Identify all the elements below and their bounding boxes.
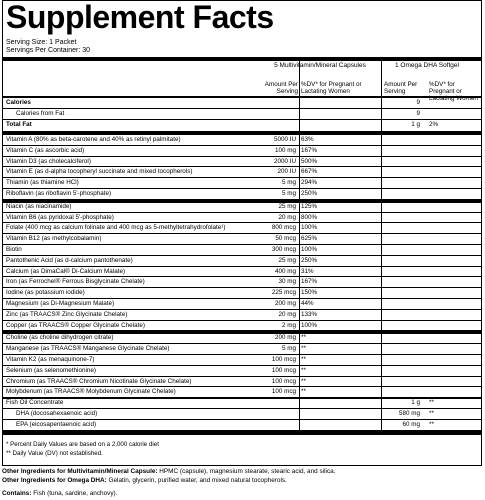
multivitamin-dv: 667% [301, 168, 318, 176]
multivitamin-dv: 133% [301, 310, 318, 318]
nutrient-row [3, 267, 481, 277]
multivitamin-dv: ** [301, 356, 306, 363]
col2-heading: 1 Omega DHA Softgel [395, 62, 459, 69]
other-dha-text: Gelatin, glycerin, purified water, and mixed natural tocopherols. [106, 477, 287, 484]
nutrient-row [3, 420, 481, 430]
nutrient-row [3, 189, 481, 199]
multivitamin-dv: 100% [301, 246, 318, 253]
multivitamin-dv: ** [301, 345, 306, 353]
multivitamin-amount: 200 mg [274, 334, 296, 342]
dha-amount: 1 g [411, 399, 420, 407]
nutrient-row [3, 234, 481, 244]
dha-dv: ** [429, 420, 434, 428]
multivitamin-dv: 100% [301, 224, 318, 232]
multivitamin-amount: 5000 IU [273, 136, 296, 143]
multivitamin-dv: ** [301, 388, 306, 396]
nutrient-row [3, 299, 481, 309]
nutrient-row [3, 377, 481, 387]
other-ingredients-multivitamin [2, 468, 482, 476]
total-fat-label: Total Fat [6, 121, 32, 128]
other-mv-text: HPMC (capsule), magnesium stearate, stearic acid, and silica. [157, 468, 336, 475]
multivitamin-amount: 100 mcg [271, 356, 296, 363]
nutrient-row [3, 223, 481, 233]
nutrient-row [3, 321, 481, 331]
nutrient-row [3, 157, 481, 167]
nutrient-name: EPA (eicosapentaenoic acid) [16, 420, 97, 428]
dha-dv: ** [429, 410, 434, 417]
multivitamin-amount: 5 mg [282, 190, 296, 197]
multivitamin-amount: 200 mg [274, 300, 296, 307]
supplement-facts-panel [2, 0, 482, 466]
multivitamin-amount: 30 mg [278, 278, 296, 286]
multivitamin-dv: 31% [301, 267, 314, 275]
contains-label: Contains: [2, 490, 32, 497]
multivitamin-dv: 63% [301, 136, 314, 143]
multivitamin-dv: 250% [301, 190, 318, 197]
multivitamin-dv: 167% [301, 278, 318, 286]
multivitamin-dv: 100% [301, 321, 318, 329]
other-mv-label: Other Ingredients for Multivitamin/Mineral Capsule: [2, 468, 158, 475]
multivitamin-amount: 2000 IU [273, 157, 296, 165]
serving-size: Serving Size: 1 Packet [6, 39, 77, 46]
multivitamin-dv: ** [301, 377, 306, 385]
calories-amount: 9 [416, 99, 420, 106]
multivitamin-amount: 100 mg [274, 146, 296, 154]
multivitamin-amount: 100 mcg [271, 388, 296, 396]
nutrient-name: Vitamin D3 (as cholecalciferol) [6, 157, 91, 165]
nutrient-row [3, 288, 481, 298]
nutrient-row [3, 398, 481, 408]
nutrient-name: Vitamin B12 (as methylcobalamin) [6, 235, 102, 243]
multivitamin-dv: 44% [301, 300, 314, 307]
multivitamin-amount: 100 mcg [271, 366, 296, 374]
multivitamin-dv: ** [301, 334, 306, 342]
nutrient-name: Molybdenum (as TRAACS® Molybdenum Glycinate Chelate) [6, 388, 176, 396]
nutrient-row [3, 213, 481, 223]
multivitamin-amount: 50 mcg [275, 235, 296, 243]
multivitamin-amount: 25 mg [278, 202, 296, 210]
nutrient-row [3, 344, 481, 354]
multivitamin-amount: 5 mg [282, 345, 296, 353]
multivitamin-dv: 167% [301, 146, 318, 154]
multivitamin-amount: 800 mcg [271, 224, 296, 232]
nutrient-name: Selenium (as selenomethionine) [6, 366, 96, 374]
multivitamin-amount: 20 mg [278, 310, 296, 318]
nutrient-name: Calcium (as DimaCal® Di-Calcium Malate) [6, 267, 126, 275]
nutrient-row [3, 366, 481, 376]
nutrient-name: Thiamin (as thiamine HCl) [6, 179, 79, 187]
multivitamin-dv: ** [301, 366, 306, 374]
nutrient-name: Vitamin B6 (as pyridoxal 5'-phosphate) [6, 213, 114, 221]
nutrient-row [3, 333, 481, 343]
nutrient-row [3, 135, 481, 145]
nutrient-row [3, 178, 481, 188]
total-fat-dv: 2% [429, 121, 439, 128]
col1-heading: 5 Multivitamin/Mineral Capsules [274, 62, 366, 69]
multivitamin-dv: 125% [301, 202, 318, 210]
calories-row [3, 98, 481, 108]
calories-fat-row [3, 109, 481, 119]
multivitamin-amount: 300 mcg [271, 246, 296, 253]
nutrient-name: Choline (as choline dihydrogen citrate) [6, 334, 114, 342]
multivitamin-amount: 5 mg [282, 179, 296, 187]
multivitamin-dv: 150% [301, 289, 318, 297]
nutrient-name: DHA (docosahexaenoic acid) [16, 410, 98, 417]
nutrient-row [3, 167, 481, 177]
total-fat-row [3, 120, 481, 130]
contains-text: Fish (tuna, sardine, anchovy). [31, 490, 118, 497]
servings-per-container: Servings Per Container: 30 [6, 47, 91, 54]
thick-rule [3, 431, 481, 435]
nutrient-name: Iodine (as potassium iodide) [6, 289, 85, 297]
nutrient-row [3, 245, 481, 255]
calories-fat-amount: 9 [416, 110, 420, 117]
thick-rule [3, 57, 481, 61]
nutrient-name: Vitamin A (80% as beta-carotene and 40% as retinyl palmitate) [6, 136, 181, 143]
nutrient-name: Zinc (as TRAACS® Zinc Glycinate Chelate) [6, 310, 128, 318]
calories-label: Calories [6, 99, 31, 106]
multivitamin-dv: 294% [301, 179, 318, 187]
calories-fat-label: Calories from Fat [16, 110, 65, 117]
multivitamin-amount: 400 mg [274, 267, 296, 275]
nutrient-name: Fish Oil Concentrate [6, 399, 64, 407]
nutrient-name: Iron (as Ferrochel® Ferrous Bisglycinate Chelate) [6, 278, 145, 286]
nutrient-name: Niacin (as niacinamide) [6, 202, 72, 210]
contains-statement [2, 490, 482, 498]
footnote-dv-not-established: ** Daily Value (DV) not established. [6, 450, 103, 457]
nutrient-name: Magnesium (as Di-Magnesium Malate) [6, 300, 115, 307]
multivitamin-amount: 200 IU [277, 168, 296, 176]
multivitamin-dv: 800% [301, 213, 318, 221]
column-separator [299, 59, 300, 431]
nutrient-name: Copper (as TRAACS® Copper Glycinate Chelate) [6, 321, 145, 329]
multivitamin-amount: 225 mcg [271, 289, 296, 297]
multivitamin-dv: 250% [301, 256, 318, 264]
col2-dv-heading: %DV* for Pregnant or Lactating Women [429, 81, 478, 102]
multivitamin-dv: 500% [301, 157, 318, 165]
col1-dv-heading: %DV* for Pregnant or Lactating Women [301, 81, 362, 95]
col2-amount-heading: Amount Per Serving [384, 81, 418, 95]
column-separator [381, 59, 382, 431]
dha-amount: 580 mg [398, 410, 420, 417]
multivitamin-amount: 25 mg [278, 256, 296, 264]
nutrient-name: Chromium (as TRAACS® Chromium Nicotinate Glycinate Chelate) [6, 377, 192, 385]
panel-title: Supplement Facts [6, 0, 274, 35]
nutrient-row [3, 387, 481, 397]
nutrient-name: Riboflavin (as riboflavin 5'-phosphate) [6, 190, 112, 197]
nutrient-name: Biotin [6, 246, 22, 253]
nutrient-name: Manganese (as TRAACS® Manganese Glycinate Chelate) [6, 345, 170, 353]
total-fat-amount: 1 g [411, 121, 420, 128]
other-ingredients-dha [2, 477, 482, 485]
other-dha-label: Other Ingredients for Omega DHA: [2, 477, 107, 484]
multivitamin-amount: 2 mg [282, 321, 296, 329]
nutrient-name: Vitamin E (as d-alpha tocopheryl succinate and mixed tocopherols) [6, 168, 193, 176]
nutrient-row [3, 146, 481, 156]
nutrient-name: Pantothenic Acid (as d-calcium pantothenate) [6, 256, 133, 264]
nutrient-row [3, 409, 481, 419]
nutrient-row [3, 202, 481, 212]
nutrient-row [3, 310, 481, 320]
nutrient-row [3, 355, 481, 365]
nutrient-name: Vitamin C (as ascorbic acid) [6, 146, 85, 154]
nutrient-row [3, 277, 481, 287]
nutrient-name: Folate (400 mcg as calcium folinate and 400 mcg as 5-methyltetrahydrofolate¹) [6, 224, 226, 232]
multivitamin-amount: 20 mg [278, 213, 296, 221]
col1-amount-heading: Amount Per Serving [264, 81, 298, 95]
nutrient-row [3, 256, 481, 266]
nutrient-name: Vitamin K2 (as menaquinone-7) [6, 356, 95, 363]
dha-amount: 60 mg [402, 420, 420, 428]
dha-dv: ** [429, 399, 434, 407]
footnote-dv: * Percent Daily Values are based on a 2,000 calorie diet [6, 441, 159, 448]
multivitamin-dv: 625% [301, 235, 318, 243]
multivitamin-amount: 100 mcg [271, 377, 296, 385]
